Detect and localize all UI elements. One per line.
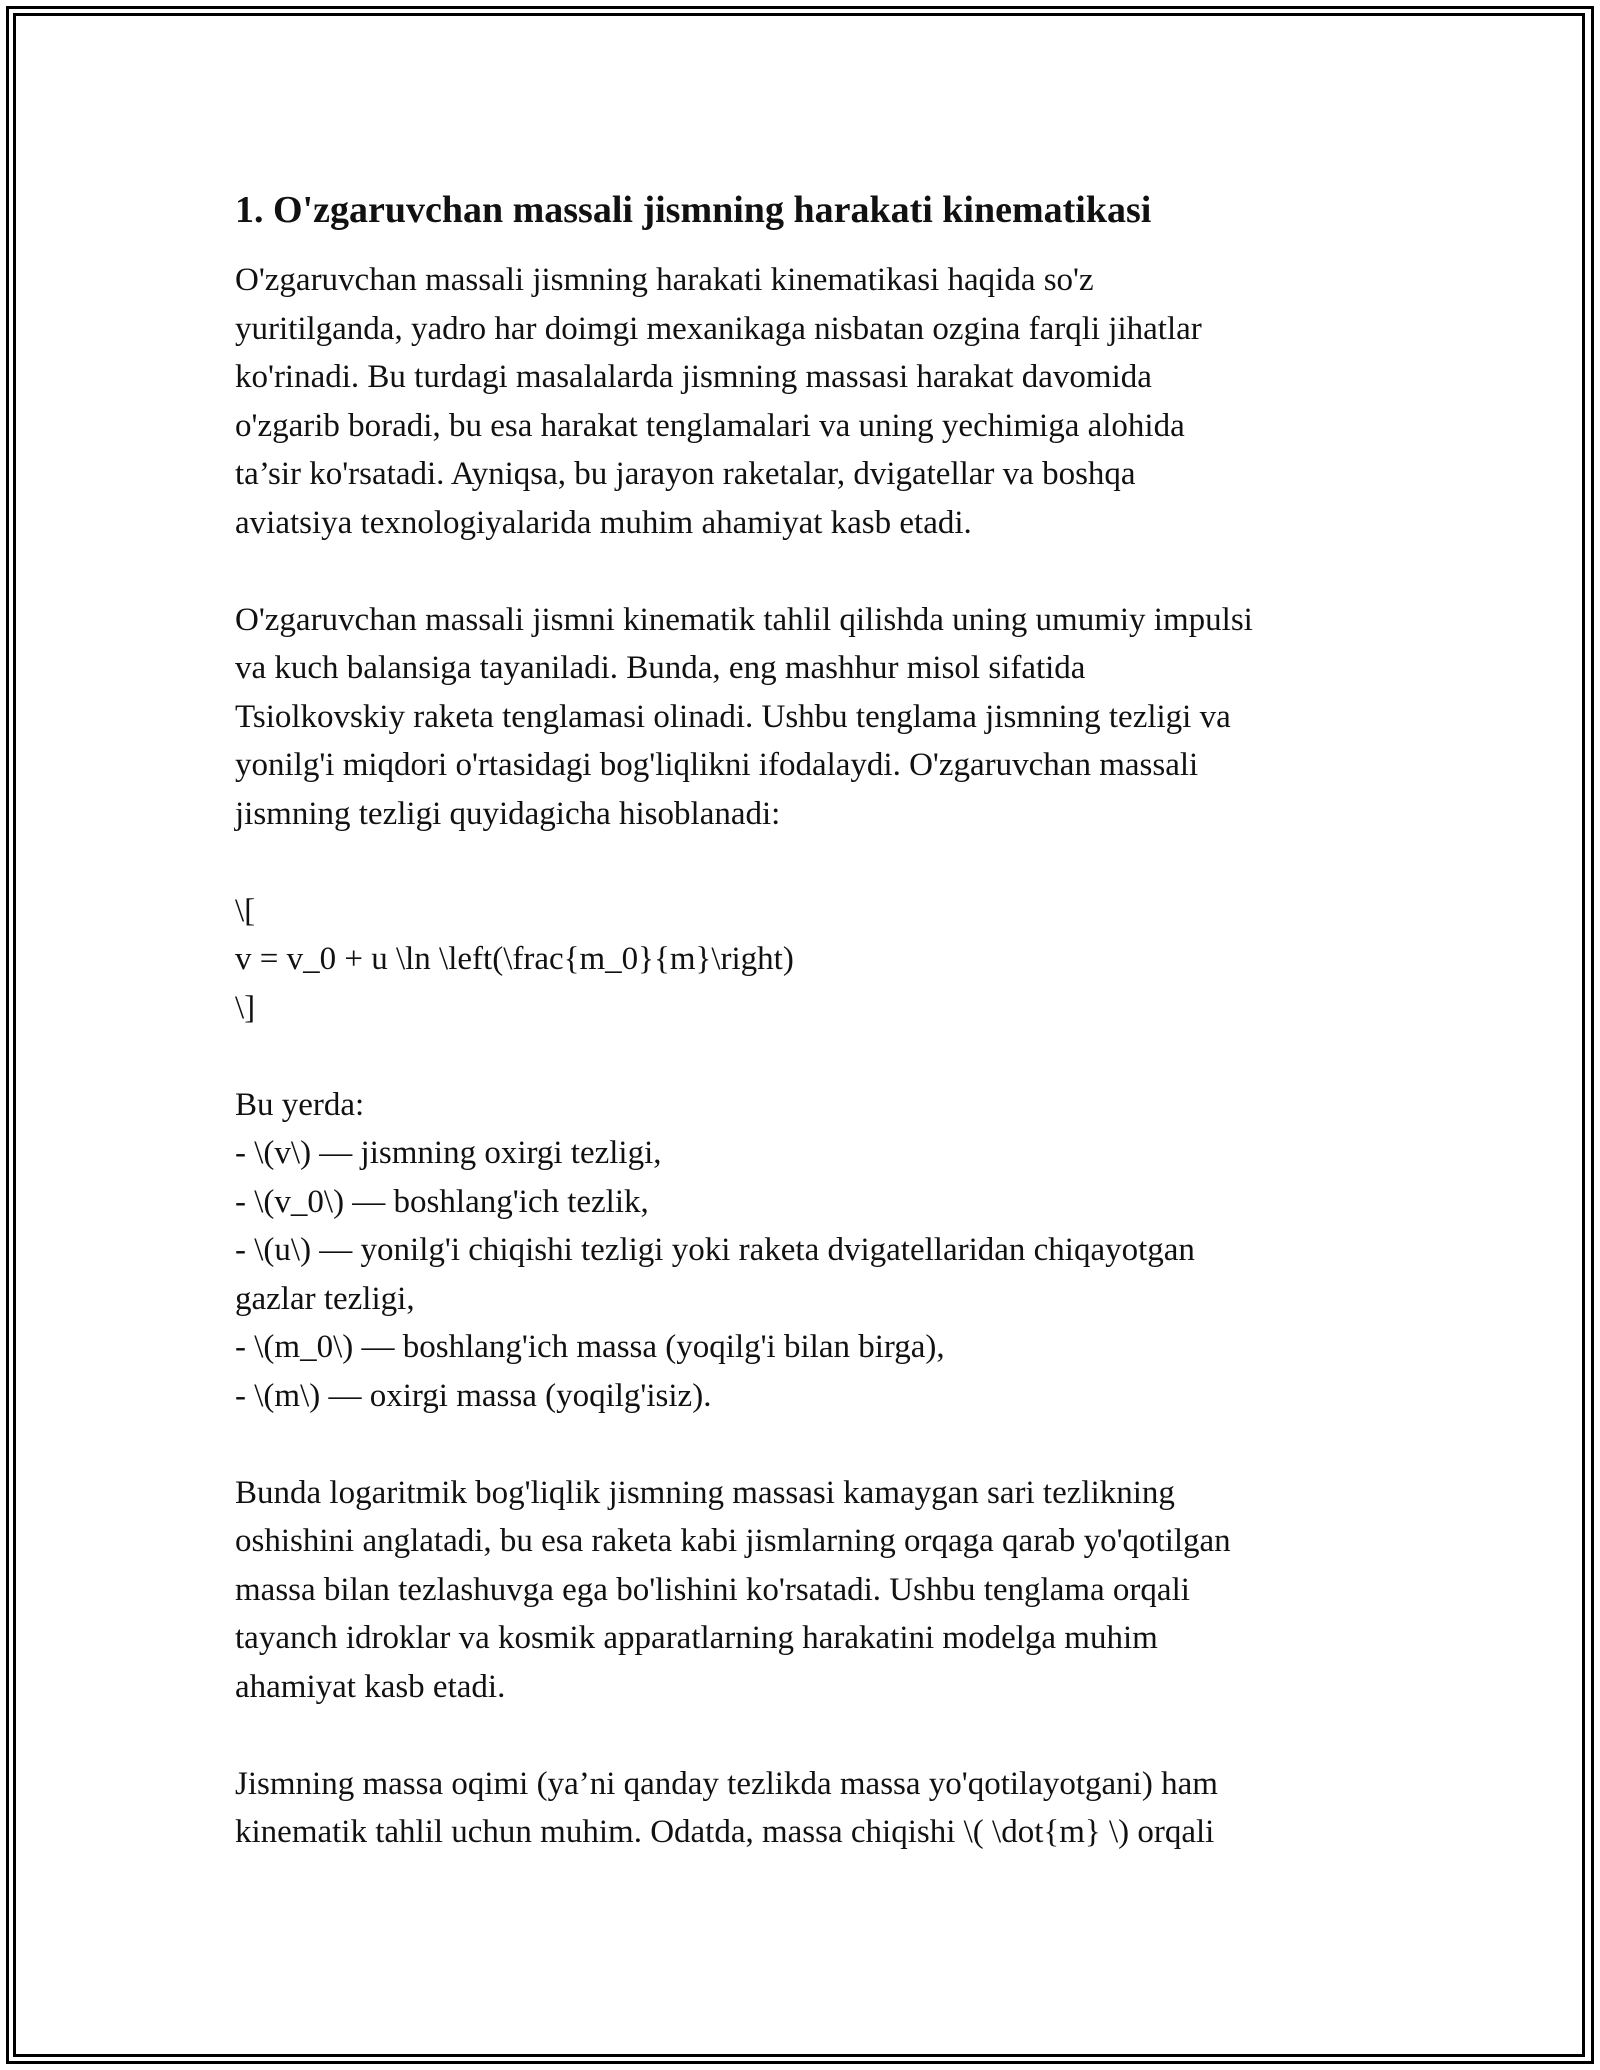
paragraph-gap — [235, 1711, 1385, 1760]
paragraph-gap — [235, 547, 1385, 596]
variable-list: Bu yerda: - \(v\) — jismning oxirgi tezligi, - \(v_0\) — boshlang'ich tezlik, - \(u\) — yonilg'i chiqishi tezligi yoki raketa dvigatellaridan chiqayotgan gazlar tezligi, - \(m_0\) — boshlang'ich massa (yoqilg'i bilan birga), - \(m\) — oxirgi massa (yoqilg'isiz). — [235, 1086, 1195, 1414]
paragraph-logarithmic: Bunda logaritmik bog'liqlik jismning massasi kamaygan sari tezlikning oshishini anglatadi, bu esa raketa kabi jismlarning orqaga qarab yo'qotilgan massa bilan tezlashuvga ega bo'lishini ko'rsatadi. Ushbu tenglama orqali tayanch idroklar va kosmik apparatlarning harakatini modelga muhim ahamiyat kasb etadi. — [235, 1474, 1231, 1705]
paragraph-mass-flow: Jismning massa oqimi (ya’ni qanday tezlikda massa yo'qotilayotgani) ham kinematik tahlil uchun muhim. Odatda, massa chiqishi \( \dot{m} \) orqali — [235, 1765, 1218, 1850]
paragraph-gap — [235, 1420, 1385, 1469]
paragraph-intro: O'zgaruvchan massali jismning harakati kinematikasi haqida so'z yuritilganda, yadro har doimgi mexanikaga nisbatan ozgina farqli jihatlar ko'rinadi. Bu turdagi masalalarda jismning massasi harakat davomida o'zgarib boradi, bu esa harakat tenglamalari va uning yechimiga alohida ta’sir ko'rsatadi. Ayniqsa, bu jarayon raketalar, dvigatellar va boshqa aviatsiya texnologiyalarida muhim ahamiyat kasb etadi. — [235, 262, 1202, 541]
paragraph-tsiolkovsky: O'zgaruvchan massali jismni kinematik tahlil qilishda uning umumiy impulsi va kuch balansiga tayaniladi. Bunda, eng mashhur misol sifatida Tsiolkovskiy raketa tenglamasi olinadi. Ushbu tenglama jismning tezligi va yonilg'i miqdori o'rtasidagi bog'liqlikni ifodalaydi. O'zgaruvchan massali jismning tezligi quyidagicha hisoblanadi: — [235, 601, 1253, 832]
section-title: 1. O'zgaruvchan massali jismning harakati kinematikasi — [235, 189, 1152, 231]
paragraph-gap — [235, 1032, 1385, 1081]
document-body — [235, 186, 1385, 1857]
formula-block: \[ v = v_0 + u \ln \left(\frac{m_0}{m}\right) \] — [235, 892, 794, 1026]
paragraph-gap — [235, 838, 1385, 887]
